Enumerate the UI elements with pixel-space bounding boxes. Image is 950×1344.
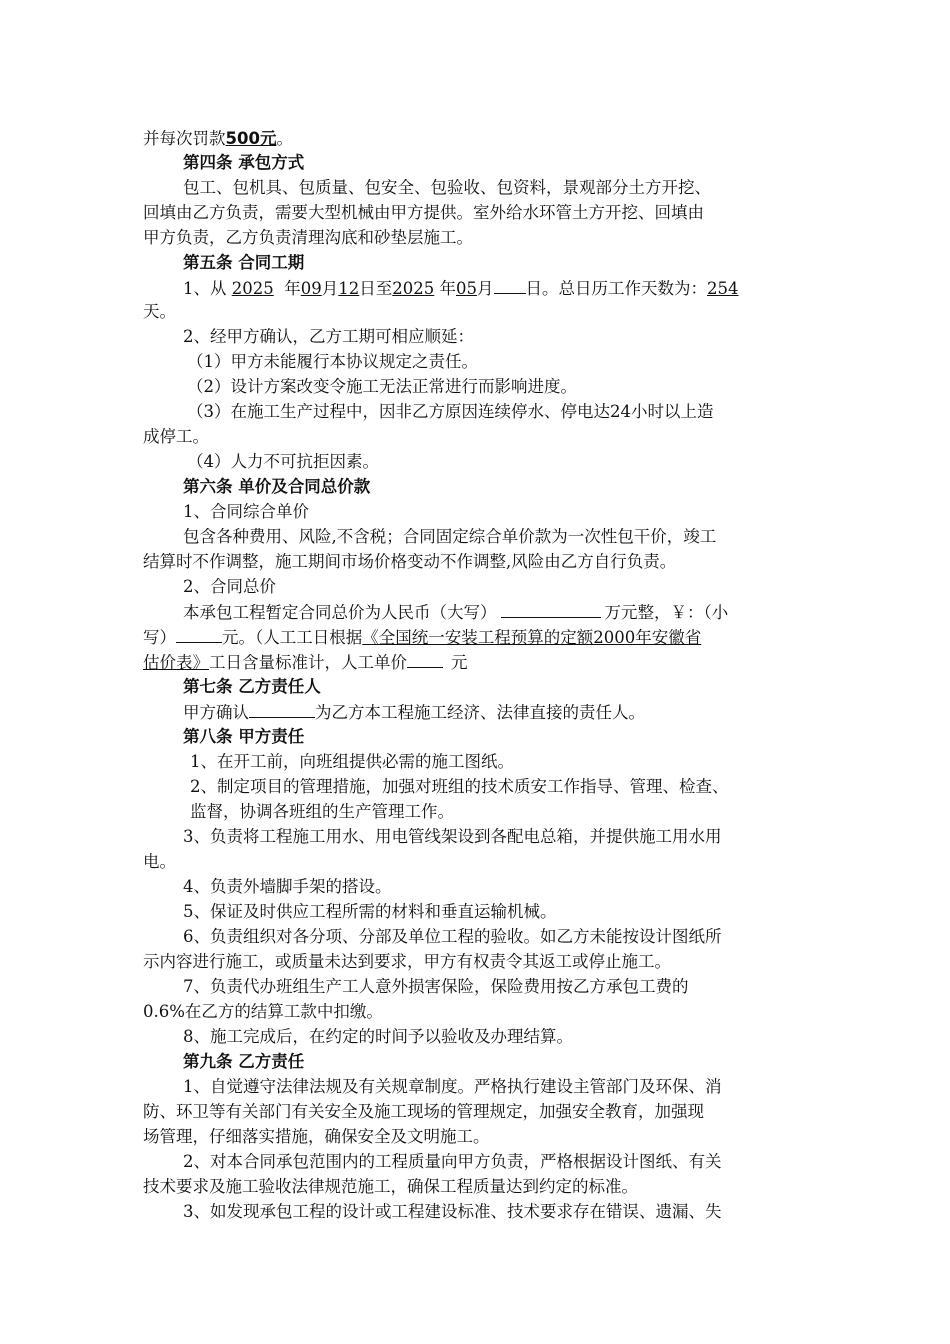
total-days: 254	[707, 279, 739, 298]
text-line: （3）在施工生产过程中，因非乙方原因连续停水、停电达24小时以上造	[187, 402, 714, 421]
text-line: 5、保证及时供应工程所需的材料和垂直运输机械。	[183, 902, 557, 921]
start-month: 09	[300, 279, 322, 298]
reference-standard: 估价表》	[143, 653, 209, 672]
text-line: 2、合同总价	[183, 577, 276, 596]
text-line	[183, 700, 645, 724]
text-segment: 日至	[359, 279, 393, 298]
article-4-heading: 第四条 承包方式	[183, 153, 305, 172]
start-year: 2025	[231, 279, 274, 298]
text-line: 3、负责将工程施工用水、用电管线架设到各配电总箱，并提供施工用水用	[183, 827, 722, 846]
text-line	[143, 650, 468, 674]
text-line: （2）设计方案改变令施工无法正常进行而影响进度。	[187, 377, 577, 396]
text-line: 天。	[143, 302, 176, 321]
text-line: 技术要求及施工验收法律规范施工，确保工程质量达到约定的标准。	[143, 1177, 638, 1196]
article-5-heading: 第五条 合同工期	[183, 253, 305, 272]
text-line	[183, 600, 728, 624]
responsible-person-blank	[249, 700, 315, 718]
article-8-heading: 第八条 甲方责任	[183, 727, 305, 746]
text-line: 4、负责外墙脚手架的搭设。	[183, 877, 392, 896]
text-line: 7、负责代办班组生产工人意外损害保险，保险费用按乙方承包工费的	[183, 977, 689, 996]
text-line: 监督，协调各班组的生产管理工作。	[190, 802, 454, 821]
text-line: 3、如发现承包工程的设计或工程建设标准、技术要求存在错误、遗漏、失	[183, 1202, 722, 1221]
text-line: 回填由乙方负责，需要大型机械由甲方提供。室外给水环管土方开挖、回填由	[143, 203, 704, 222]
text-line: 甲方负责，乙方负责清理沟底和砂垫层施工。	[143, 228, 473, 247]
text-line: 0.6%在乙方的结算工款中扣缴。	[143, 1002, 383, 1021]
article-9-heading: 第九条 乙方责任	[183, 1052, 305, 1071]
text-segment: 月	[477, 279, 494, 298]
article-6-heading: 第六条 单价及合同总价款	[183, 477, 371, 496]
end-year: 2025	[392, 279, 435, 298]
text-segment: 年	[439, 279, 456, 298]
text-segment: 为乙方本工程施工经济、法律直接的责任人。	[315, 703, 645, 722]
text-segment: 1、从	[183, 279, 227, 298]
text-line	[183, 276, 739, 300]
text-segment: 工日含量标准计，人工单价	[209, 653, 407, 672]
text-line: 电。	[143, 852, 176, 871]
text-segment: 并每次罚款	[143, 129, 226, 148]
start-day: 12	[338, 279, 360, 298]
text-line: （4）人力不可抗拒因素。	[187, 452, 379, 471]
text-segment: 甲方确认	[183, 703, 249, 722]
penalty-amount: 500元	[225, 129, 277, 148]
text-segment: 日。总日历工作天数为：	[525, 279, 707, 298]
article-7-heading: 第七条 乙方责任人	[183, 677, 321, 696]
text-line	[143, 625, 701, 649]
text-line: 示内容进行施工，或质量未达到要求，甲方有权责令其返工或停止施工。	[143, 952, 671, 971]
text-segment: 月	[321, 279, 339, 298]
text-segment: 元	[451, 653, 468, 672]
text-segment: 年	[284, 279, 301, 298]
text-line: 1、自觉遵守法律法规及有关规章制度。严格执行建设主管部门及环保、消	[183, 1077, 722, 1096]
text-line: 8、施工完成后，在约定的时间予以验收及办理结算。	[183, 1027, 573, 1046]
end-day-blank	[494, 276, 526, 294]
text-line: （1）甲方未能履行本协议规定之责任。	[187, 352, 478, 371]
text-segment: 本承包工程暂定合同总价为人民币（大写）	[183, 603, 497, 622]
text-line: 1、合同综合单价	[183, 502, 309, 521]
text-segment: 。	[276, 129, 293, 148]
text-line: 2、经甲方确认，乙方工期可相应顺延：	[183, 327, 474, 346]
text-segment: 万元整，￥：（小	[604, 603, 729, 622]
end-month: 05	[456, 279, 477, 298]
text-line: 1、在开工前，向班组提供必需的施工图纸。	[190, 752, 514, 771]
text-segment: 写）	[143, 628, 176, 647]
text-line: 包工、包机具、包质量、包安全、包验收、包资料，景观部分土方开挖、	[183, 178, 711, 197]
text-line: 防、环卫等有关部门有关安全及施工现场的管理规定，加强安全教育，加强现	[143, 1102, 704, 1121]
total-price-lower-blank	[176, 625, 222, 643]
text-line: 包含各种费用、风险,不含税；合同固定综合单价款为一次性包干价，竣工	[183, 527, 717, 546]
reference-standard: 《全国统一安装工程预算的定额2000年安徽省	[362, 628, 702, 647]
text-segment: 元。（人工工日根据	[222, 628, 363, 647]
labor-price-blank	[407, 650, 443, 668]
text-line: 成停工。	[143, 427, 209, 446]
text-line: 结算时不作调整，施工期间市场价格变动不作调整,风险由乙方自行负责。	[143, 552, 677, 571]
total-price-capital-blank	[501, 600, 601, 618]
text-line	[143, 127, 293, 151]
text-line: 6、负责组织对各分项、分部及单位工程的验收。如乙方未能按设计图纸所	[183, 927, 722, 946]
text-line: 2、制定项目的管理措施，加强对班组的技术质安工作指导、管理、检查、	[190, 777, 729, 796]
text-line: 场管理，仔细落实措施，确保安全及文明施工。	[143, 1127, 490, 1146]
text-line: 2、对本合同承包范围内的工程质量向甲方负责，严格根据设计图纸、有关	[183, 1152, 722, 1171]
